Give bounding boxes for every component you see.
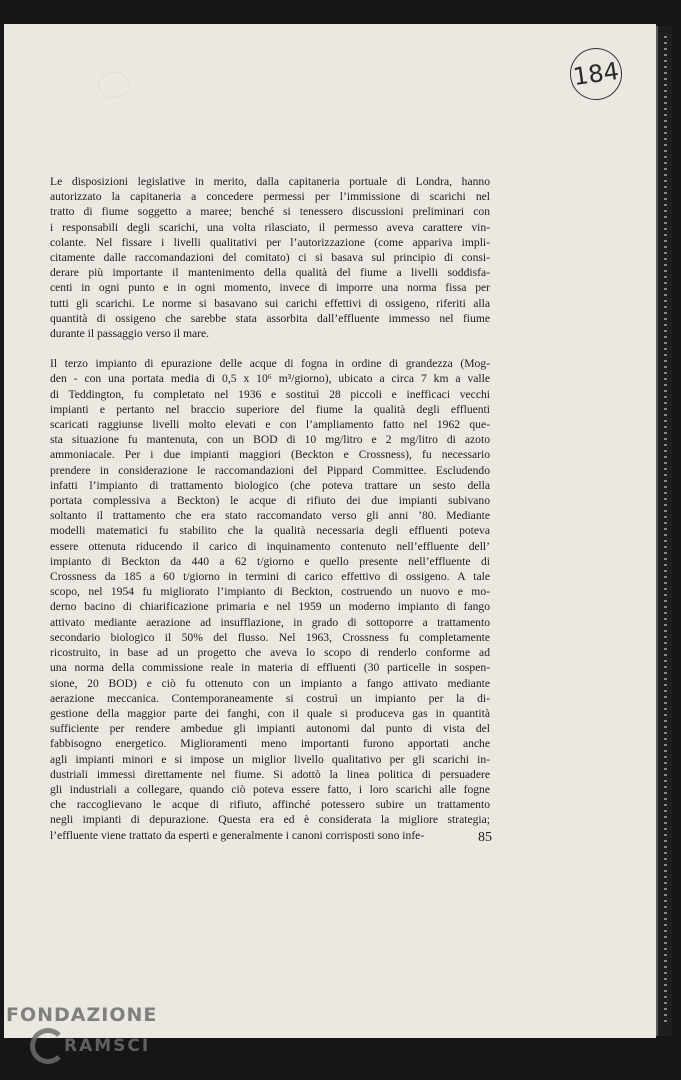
text-line: negli impianti di depurazione. Questa era ed è considerata la migliore strategia; (50, 813, 490, 827)
faint-stamp-mark (98, 72, 130, 98)
paragraph-1 (50, 174, 490, 341)
text-line: derare più importante il mantenimento della qualità del fiume a livelli soddisfa- (50, 266, 490, 280)
text-line: citamente dalle raccomandazioni del comitato) ci si basava sul principio di consi- (50, 251, 490, 265)
text-line: dustriali immessi direttamente nel fiume. Si adottò la linea politica di persuadere (50, 767, 490, 781)
text-line: durante il passaggio verso il mare. (50, 327, 210, 341)
text-line: Crossness da 185 a 60 t/giorno in termini di carico effettivo di ossigeno. A tale (50, 570, 490, 584)
text-line: essere ottenuta riducendo il carico di inquinamento contenuto nell’effluente dell’ (50, 539, 490, 553)
text-line: una norma della commissione reale in materia di effluenti (30 particelle in sospen- (50, 661, 490, 675)
body-text (50, 174, 490, 843)
text-line: quantità di ossigeno che sarebbe stata assorbita dall’effluente immesso nel fiume (50, 311, 490, 325)
spine-marks (664, 36, 667, 1026)
text-line: centi in ogni punto e in ogni momento, invece di imporre una norma fissa per (50, 281, 490, 295)
book-spine (656, 26, 672, 1036)
text-line: che raccoglievano le acque di rifiuto, affinché potessero subire un trattamento (50, 798, 490, 812)
text-line: aerazione meccanica. Contemporaneamente si costruì un impianto per la di- (50, 691, 490, 705)
text-line: attivato mediante aerazione ad insufflazione, in grado di sottoporre a trattamento (50, 615, 490, 629)
text-line: derno bacino di chiarificazione primaria e nel 1959 un moderno impianto di fango (50, 600, 490, 614)
text-line: sufficiente per rendere ambedue gli impianti autonomi dal punto di vista del (50, 722, 490, 736)
text-line: Il terzo impianto di epurazione delle acque di fogna in ordine di grandezza (Mog- (50, 357, 490, 371)
page-number: 85 (478, 830, 492, 845)
text-line: secondario biologico il 50% del flusso. Nel 1963, Crossness fu completamente (50, 630, 490, 644)
text-line: den - con una portata media di 0,5 x 10⁶ m³/giorno), ubicato a circa 7 km a valle (50, 372, 490, 386)
text-line: sione, 20 BOD) e ciò fu ottenuto con un impianto a fango attivato mediante (50, 676, 490, 690)
watermark-g-icon (30, 1028, 66, 1064)
watermark-line-1: FONDAZIONE (6, 1004, 158, 1026)
text-line: scaricati raggiunse livelli molto elevati e con l’ampliamento fatto nel 1962 que- (50, 418, 490, 432)
text-line: agli impianti minori e si impose un miglior livello qualitativo per gli scarichi in- (50, 752, 490, 766)
archive-page-number: 184 (567, 45, 626, 104)
text-line: modelli matematici fu stabilito che la qualità necessaria degli effluenti poteva (50, 524, 490, 538)
text-line: impianto di Beckton da 440 a 62 t/giorno e quello presente nell’effluente di (50, 554, 490, 568)
text-line: i responsabili degli scarichi, una volta rilasciato, il permesso aveva carattere vin- (50, 220, 490, 234)
text-line: ammoniacale. Per i due impianti maggiori (Beckton e Crossness), fu necessario (50, 448, 490, 462)
text-line: impianti e pertanto nel braccio superiore del fiume la qualità degli effluenti (50, 402, 490, 416)
text-line: sta situazione fu mantenuta, con un BOD di 10 mg/litro e 2 mg/litro di azoto (50, 433, 490, 447)
text-line: portata complessiva a Beckton) le acque di rifiuto dei due impianti subivano (50, 494, 490, 508)
text-line: gli industriali a collegare, quando ciò poteva essere fatto, i loro scarichi alle fogne (50, 782, 490, 796)
text-line: scopo, nel 1954 fu migliorato l’impianto di Beckton, costruendo un nuovo e mo- (50, 585, 490, 599)
text-line: l’effluente viene trattato da esperti e generalmente i canoni corrisposti sono infe- (50, 828, 425, 842)
watermark-line-2: RAMSCI (64, 1036, 151, 1056)
text-line: di Teddington, fu completato nel 1936 e sostituì 28 piccoli e inefficaci vecchi (50, 387, 490, 401)
text-line: tratto di fiume soggetto a maree; benché si tenessero discussioni preliminari con (50, 205, 490, 219)
text-line: infatti l’impianto di trattamento biologico (che poteva trattare un sesto della (50, 478, 490, 492)
text-line: autorizzato la capitaneria a concedere permessi per l’immissione di scarichi nel (50, 190, 490, 204)
text-line: prendere in considerazione le raccomandazioni del Pippard Committee. Escludendo (50, 463, 490, 477)
watermark-logo (6, 1004, 176, 1074)
text-line: gestione della maggior parte dei fanghi, con il quale si produceva gas in quantità (50, 706, 490, 720)
paragraph-2 (50, 356, 490, 843)
text-line: fabbisogno energetico. Miglioramenti meno importanti furono apportati anche (50, 737, 490, 751)
text-line: soltanto il trattamento che era stato raccomandato verso gli anni ’80. Mediante (50, 509, 490, 523)
text-line: tutti gli scarichi. Le norme si basavano sui carichi effettivi di ossigeno, riferiti alla (50, 296, 490, 310)
text-line: ricostruito, in base ad un progetto che aveva lo scopo di renderlo conforme ad (50, 646, 490, 660)
text-line: colante. Nel fissare i livelli qualitativi per l’autorizzazione (come appariva impli- (50, 235, 490, 249)
text-line: Le disposizioni legislative in merito, dalla capitaneria portuale di Londra, hanno (50, 175, 490, 188)
